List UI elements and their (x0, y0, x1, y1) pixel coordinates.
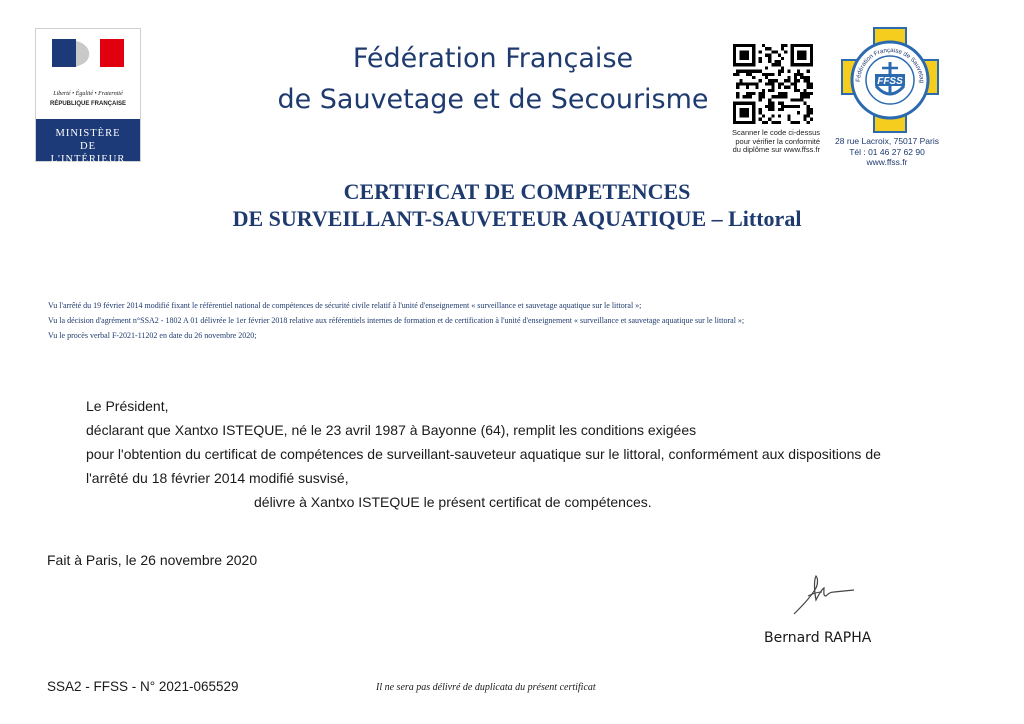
legal-reference: Vu la décision d'agrément n°SSA2 - 1802 A 01 délivrée le 1er février 2018 relative aux référentiels internes de formation et de certification à l'unité d'enseignement « surveillance et sauvetage aquatique sur le littoral »; (48, 316, 745, 325)
address-street: 28 rue Lacroix, 75017 Paris (835, 136, 939, 146)
ministry-band (36, 119, 140, 165)
body-line: déclarant que Xantxo ISTEQUE, né le 23 avril 1987 à Bayonne (64), remplit les conditions exigées (86, 422, 697, 438)
legal-reference: Vu le procès verbal F-2021-11202 en date du 26 novembre 2020; (48, 331, 257, 340)
place-date: Fait à Paris, le 26 novembre 2020 (47, 552, 258, 568)
certificate-title-line: DE SURVEILLANT-SAUVETEUR AQUATIQUE – Littoral (232, 206, 802, 231)
ffss-arc-text: Fédération Française de Sauvetag (854, 46, 926, 84)
body-line: pour l'obtention du certificat de compétences de surveillant-sauveteur aquatique sur le littoral, conformément aux dispositions de (86, 446, 881, 462)
signature-icon (788, 570, 860, 620)
ffss-address (812, 136, 962, 168)
ministry-logo (35, 28, 141, 165)
qr-caption-line: Scanner le code ci-dessus (732, 128, 820, 137)
federation-title-line: de Sauvetage et de Secourisme (277, 84, 709, 115)
ministry-line: L'INTÉRIEUR (50, 154, 126, 165)
body-line: l'arrêté du 18 février 2014 modifié susvisé, (86, 470, 349, 486)
federation-title-line: Fédération Française (352, 43, 634, 74)
qr-caption-line: pour vérifier la conformité (735, 136, 820, 146)
address-phone: Tél : 01 46 27 62 90 (849, 146, 925, 157)
ministry-line: DE (80, 141, 96, 152)
certificate-title-line: CERTIFICAT DE COMPETENCES (343, 179, 691, 204)
certificate-title (160, 178, 874, 232)
ministry-line: MINISTÈRE (55, 128, 121, 139)
ffss-initials: FFSS (877, 76, 903, 87)
legal-references (48, 298, 988, 343)
qr-caption-line: du diplôme sur www.ffss.fr (732, 145, 820, 154)
certificate-body (86, 394, 986, 514)
duplicate-note: Il ne sera pas délivré de duplicata du présent certificat (376, 682, 596, 693)
certificate-number: SSA2 - FFSS - N° 2021-065529 (47, 679, 239, 694)
federation-title (270, 38, 716, 120)
republic-motto: Liberté • Égalité • Fraternité (53, 91, 123, 97)
signer-name: Bernard RAPHA (764, 630, 872, 646)
body-line-deliver: délivre à Xantxo ISTEQUE le présent certificat de compétences. (254, 494, 652, 510)
republic-label: RÉPUBLIQUE FRANÇAISE (49, 101, 126, 107)
legal-reference: Vu l'arrêté du 19 février 2014 modifié fixant le référentiel national de compétences de sécurité civile relatif à l'unité d'enseignement « surveillance et sauvetage aquatique sur le littoral »; (48, 301, 642, 310)
body-line: Le Président, (86, 398, 169, 414)
ffss-logo (838, 24, 942, 136)
qr-code-icon[interactable] (733, 44, 813, 124)
qr-caption (716, 129, 820, 155)
address-web[interactable]: www.ffss.fr (866, 157, 908, 167)
